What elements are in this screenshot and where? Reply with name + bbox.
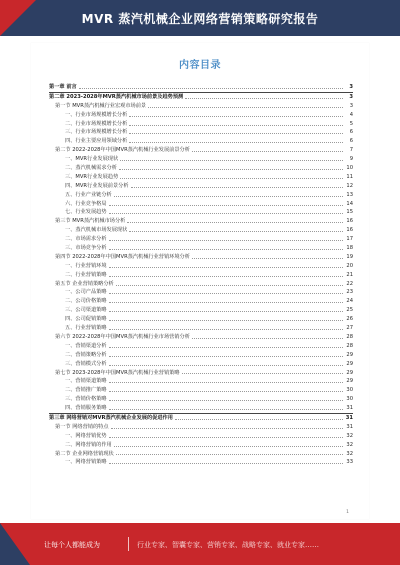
- toc-item-row[interactable]: [49, 306, 353, 315]
- toc-entry-label: 五、行业产业链分析: [65, 191, 112, 198]
- page-footer: [0, 523, 400, 565]
- toc-entry-label: 四、MVR行业发展前景分析: [65, 182, 129, 189]
- toc-item-row[interactable]: [49, 111, 353, 120]
- toc-item-row[interactable]: [49, 458, 353, 467]
- toc-item-row[interactable]: [49, 226, 353, 235]
- toc-leader-dots: [109, 276, 343, 277]
- toc-entry-page: 20: [346, 262, 353, 269]
- toc-leader-dots: [109, 240, 343, 241]
- toc-entry-label: 第一节 网络营销的特点: [55, 423, 109, 430]
- toc-leader-dots: [111, 428, 343, 429]
- toc-entry-label: 二、行业营销策略: [65, 271, 107, 278]
- table-of-contents: [49, 83, 353, 467]
- toc-item-row[interactable]: [49, 404, 353, 413]
- toc-item-row[interactable]: [49, 377, 353, 386]
- toc-item-row[interactable]: [49, 351, 353, 360]
- toc-leader-dots: [109, 329, 343, 330]
- toc-chapter-row[interactable]: [49, 92, 353, 102]
- toc-leader-dots: [148, 107, 343, 108]
- toc-leader-dots: [114, 196, 343, 197]
- toc-leader-dots: [129, 142, 343, 143]
- toc-entry-label: 三、营销价格策略: [65, 396, 107, 403]
- toc-leader-dots: [114, 446, 343, 447]
- toc-entry-page: 4: [349, 111, 353, 118]
- toc-entry-label: 第六节 2022-2028年中国MVR蒸汽机械行业市场营销分析: [55, 333, 190, 340]
- toc-entry-page: 7: [349, 147, 353, 154]
- toc-item-row[interactable]: [49, 288, 353, 297]
- toc-entry-label: 四、营销服务策略: [65, 405, 107, 412]
- toc-leader-dots: [109, 293, 343, 294]
- toc-entry-label: 第一章 前言: [49, 84, 77, 90]
- toc-leader-dots: [175, 419, 343, 420]
- toc-entry-label: 四、行业主要应用领域分析: [65, 138, 128, 145]
- toc-entry-label: 四、公司促销策略: [65, 316, 107, 323]
- toc-item-row[interactable]: [49, 271, 353, 280]
- toc-leader-dots: [116, 454, 343, 455]
- toc-leader-dots: [192, 338, 343, 339]
- toc-entry-page: 31: [346, 423, 353, 430]
- toc-item-row[interactable]: [49, 164, 353, 173]
- toc-entry-page: 12: [346, 182, 353, 189]
- toc-entry-label: 二、蒸汽机械需求分析: [65, 165, 117, 172]
- toc-leader-dots: [109, 320, 343, 321]
- toc-section-row[interactable]: [49, 217, 353, 226]
- toc-entry-label: 六、行业竞争格局: [65, 200, 107, 207]
- toc-entry-page: 33: [346, 459, 353, 466]
- toc-entry-page: 23: [346, 289, 353, 296]
- toc-leader-dots: [109, 205, 343, 206]
- toc-leader-dots: [129, 133, 343, 134]
- toc-entry-page: 29: [346, 369, 353, 376]
- toc-leader-dots: [109, 347, 343, 348]
- toc-entry-page: 29: [346, 378, 353, 385]
- toc-entry-label: 二、公司价格策略: [65, 298, 107, 305]
- toc-leader-dots: [109, 356, 343, 357]
- toc-entry-page: 14: [346, 200, 353, 207]
- toc-section-row[interactable]: [49, 280, 353, 289]
- toc-entry-page: 10: [346, 165, 353, 172]
- footer-navy-corner: [0, 523, 30, 565]
- toc-entry-page: 32: [346, 450, 353, 457]
- footer-divider: [128, 537, 129, 551]
- toc-entry-page: 25: [346, 307, 353, 314]
- toc-leader-dots: [129, 125, 343, 126]
- toc-entry-page: 17: [346, 236, 353, 243]
- toc-entry-label: 第二节 企业网络营销现状: [55, 450, 114, 457]
- toc-leader-dots: [109, 463, 343, 464]
- toc-entry-page: 22: [346, 280, 353, 287]
- toc-leader-dots: [109, 382, 343, 383]
- toc-item-row[interactable]: [49, 324, 353, 333]
- toc-item-row[interactable]: [49, 128, 353, 137]
- toc-entry-page: 26: [346, 316, 353, 323]
- toc-item-row[interactable]: [49, 386, 353, 395]
- toc-entry-label: 二、营销推广策略: [65, 387, 107, 394]
- toc-item-row[interactable]: [49, 200, 353, 209]
- toc-entry-page: 3: [349, 84, 353, 90]
- toc-leader-dots: [109, 409, 343, 410]
- toc-item-row[interactable]: [49, 120, 353, 129]
- toc-entry-label: 三、营销模式分析: [65, 360, 107, 367]
- toc-section-row[interactable]: [49, 146, 353, 155]
- toc-entry-label: 第三章 网络营销对MVR蒸汽机械企业发展的促进作用: [49, 414, 173, 421]
- toc-leader-dots: [109, 365, 343, 366]
- footer-expert-list: 行业专家、智囊专家、营销专家、战略专家、就业专家……: [137, 541, 319, 549]
- toc-entry-page: 28: [346, 342, 353, 349]
- toc-entry-page: 3: [349, 102, 353, 109]
- toc-entry-page: 3: [349, 93, 353, 100]
- toc-entry-page: 31: [345, 414, 353, 421]
- toc-entry-page: 11: [346, 173, 353, 180]
- toc-leader-dots: [119, 169, 343, 170]
- toc-entry-page: 6: [349, 138, 353, 145]
- page-header: [0, 0, 400, 36]
- toc-item-row[interactable]: [49, 342, 353, 351]
- toc-entry-label: 一、网络营销策略: [65, 459, 107, 466]
- toc-item-row[interactable]: [49, 315, 353, 324]
- toc-leader-dots: [109, 249, 343, 250]
- toc-entry-label: 一、行业市场规模增长分析: [65, 111, 128, 118]
- toc-leader-dots: [192, 151, 343, 152]
- toc-leader-dots: [109, 391, 343, 392]
- toc-entry-label: 二、行业市场规模增长分析: [65, 120, 128, 127]
- toc-item-row[interactable]: [49, 155, 353, 164]
- toc-leader-dots: [79, 88, 343, 89]
- toc-entry-page: 32: [346, 441, 353, 448]
- toc-item-row[interactable]: [49, 173, 353, 182]
- toc-entry-label: 二、网络营销的作用: [65, 441, 112, 448]
- toc-leader-dots: [120, 178, 343, 179]
- toc-item-row[interactable]: [49, 208, 353, 217]
- toc-entry-label: 三、MVR行业发展趋势: [65, 173, 119, 180]
- toc-leader-dots: [192, 258, 343, 259]
- toc-entry-page: 29: [346, 360, 353, 367]
- toc-item-row[interactable]: [49, 244, 353, 253]
- toc-entry-label: 第七节 2023-2028年中国MVR蒸汽机械行业营销策略: [55, 369, 180, 376]
- toc-leader-dots: [116, 285, 343, 286]
- toc-entry-label: 第二节 2022-2028年中国MVR蒸汽机械行业发展前景分析: [55, 147, 190, 154]
- toc-item-row[interactable]: [49, 297, 353, 306]
- toc-entry-label: 七、行业发展趋势: [65, 209, 107, 216]
- toc-section-row[interactable]: [49, 253, 353, 262]
- footer-slogan: 让每个人都能成为: [44, 541, 100, 549]
- toc-chapter-row[interactable]: [49, 413, 353, 423]
- report-title: MVR 蒸汽机械企业网络营销策略研究报告: [81, 12, 319, 26]
- toc-section-row[interactable]: [49, 423, 353, 432]
- toc-entry-page: 18: [346, 245, 353, 252]
- toc-entry-page: 24: [346, 298, 353, 305]
- toc-entry-label: 三、公司渠道策略: [65, 307, 107, 314]
- toc-entry-page: 16: [346, 218, 353, 225]
- toc-leader-dots: [120, 160, 343, 161]
- toc-item-row[interactable]: [49, 395, 353, 404]
- toc-entry-page: 31: [346, 405, 353, 412]
- toc-leader-dots: [109, 311, 343, 312]
- toc-entry-label: 五、行业营销策略: [65, 325, 107, 332]
- toc-item-row[interactable]: [49, 360, 353, 369]
- toc-leader-dots: [109, 437, 343, 438]
- toc-leader-dots: [129, 231, 343, 232]
- toc-section-row[interactable]: [49, 102, 353, 111]
- toc-entry-label: 二、营销策略分析: [65, 351, 107, 358]
- toc-section-row[interactable]: [49, 333, 353, 342]
- toc-leader-dots: [182, 373, 343, 374]
- toc-section-row[interactable]: [49, 369, 353, 378]
- toc-entry-page: 30: [346, 396, 353, 403]
- toc-entry-label: 一、公司产品策略: [65, 289, 107, 296]
- toc-entry-page: 19: [346, 253, 353, 260]
- toc-entry-label: 一、营销渠道分析: [65, 342, 107, 349]
- toc-item-row[interactable]: [49, 191, 353, 200]
- toc-entry-label: 第三节 MVR蒸汽机械市场分析: [55, 218, 126, 225]
- toc-entry-page: 28: [346, 333, 353, 340]
- toc-entry-label: 第四节 2022-2028年中国MVR蒸汽机械行业营销环境分析: [55, 253, 190, 260]
- toc-item-row[interactable]: [49, 262, 353, 271]
- document-page: [31, 43, 369, 519]
- page-number: 1: [346, 510, 349, 515]
- toc-entry-label: 第一节 MVR蒸汽机械行业宏观市场前景: [55, 102, 147, 109]
- toc-entry-page: 5: [349, 120, 353, 127]
- toc-entry-label: 一、网络营销优势: [65, 432, 107, 439]
- toc-entry-page: 16: [346, 227, 353, 234]
- toc-entry-page: 6: [349, 129, 353, 136]
- toc-entry-label: 三、行业市场规模增长分析: [65, 129, 128, 136]
- toc-entry-label: 三、市场竞争分析: [65, 245, 107, 252]
- toc-chapter-row[interactable]: [49, 83, 353, 92]
- toc-entry-page: 30: [346, 387, 353, 394]
- toc-entry-page: 29: [346, 351, 353, 358]
- toc-item-row[interactable]: [49, 137, 353, 146]
- toc-entry-label: 第五节 企业营销策略分析: [55, 280, 114, 287]
- toc-entry-page: 21: [346, 271, 353, 278]
- toc-entry-label: 一、行业营销环境: [65, 262, 107, 269]
- toc-section-row[interactable]: [49, 450, 353, 459]
- toc-leader-dots: [185, 98, 343, 99]
- toc-entry-label: 第二章 2023-2028年MVR蒸汽机械市场前景及趋势预测: [49, 93, 184, 100]
- toc-leader-dots: [131, 187, 343, 188]
- toc-item-row[interactable]: [49, 441, 353, 450]
- toc-entry-page: 13: [346, 191, 353, 198]
- toc-title: 内容目录: [179, 60, 221, 71]
- toc-item-row[interactable]: [49, 182, 353, 191]
- toc-entry-page: 9: [349, 156, 353, 163]
- toc-leader-dots: [127, 222, 343, 223]
- toc-entry-label: 一、营销渠道策略: [65, 378, 107, 385]
- toc-item-row[interactable]: [49, 235, 353, 244]
- toc-entry-label: 二、市场需求分析: [65, 236, 107, 243]
- toc-entry-page: 27: [346, 325, 353, 332]
- toc-leader-dots: [109, 267, 343, 268]
- toc-item-row[interactable]: [49, 432, 353, 441]
- toc-entry-page: 32: [346, 432, 353, 439]
- toc-leader-dots: [109, 400, 343, 401]
- toc-leader-dots: [129, 116, 343, 117]
- toc-entry-label: 一、MVR行业发展现状: [65, 156, 119, 163]
- toc-leader-dots: [109, 302, 343, 303]
- toc-leader-dots: [109, 213, 343, 214]
- toc-entry-label: 一、蒸汽机械市场发展现状: [65, 227, 128, 234]
- toc-entry-page: 15: [346, 209, 353, 216]
